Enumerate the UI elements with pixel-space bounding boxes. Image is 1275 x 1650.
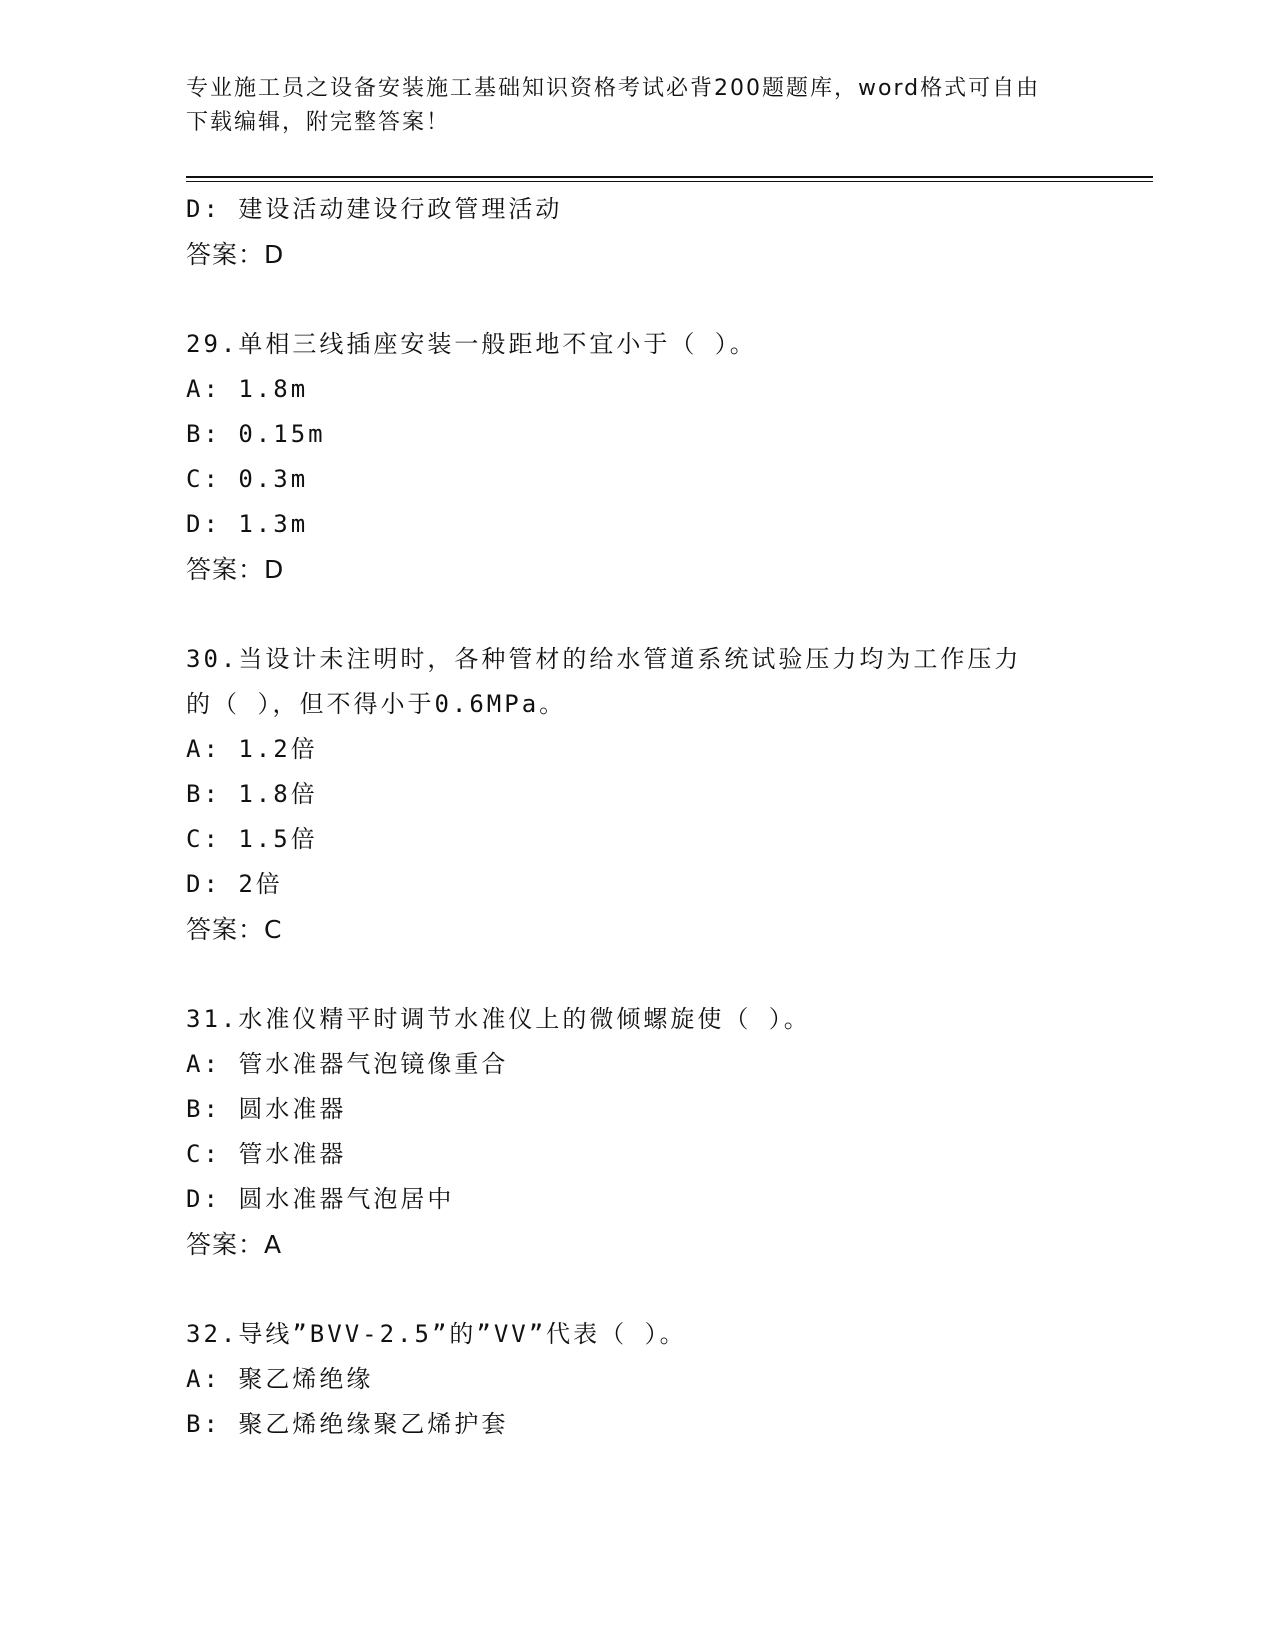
option-d: D: 建设活动建设行政管理活动 <box>186 195 563 223</box>
answer-line: 答案：A <box>186 1230 283 1259</box>
question-spacer <box>186 952 1146 997</box>
question-stem: 29.单相三线插座安装一般距地不宜小于（ ）。 <box>186 330 757 358</box>
question-31 <box>186 997 1146 1267</box>
option-a: A: 管水准器气泡镜像重合 <box>186 1050 509 1078</box>
option-b: B: 圆水准器 <box>186 1095 347 1123</box>
question-29 <box>186 322 1146 592</box>
option-b: B: 1.8倍 <box>186 780 318 808</box>
option-d: D: 圆水准器气泡居中 <box>186 1185 455 1213</box>
header-divider-thick <box>186 176 1153 178</box>
option-b: B: 0.15m <box>186 420 326 448</box>
option-a: A: 1.2倍 <box>186 735 318 763</box>
option-b: B: 聚乙烯绝缘聚乙烯护套 <box>186 1410 509 1438</box>
option-d: D: 2倍 <box>186 870 283 898</box>
option-c: C: 管水准器 <box>186 1140 347 1168</box>
question-stem-continued: 的（ ），但不得小于0.6MPa。 <box>186 690 567 718</box>
answer-line: 答案：D <box>186 555 285 584</box>
question-spacer <box>186 592 1146 637</box>
header-line-1: 专业施工员之设备安装施工基础知识资格考试必背200题题库，word格式可自由 <box>186 76 1041 101</box>
option-d: D: 1.3m <box>186 510 309 538</box>
question-stem: 32.导线”BVV-2.5”的”VV”代表（ ）。 <box>186 1320 687 1348</box>
header-line-2: 下载编辑，附完整答案！ <box>186 110 451 135</box>
header-divider-thin <box>186 181 1153 182</box>
question-32 <box>186 1312 1146 1447</box>
document-header <box>186 72 1086 140</box>
question-stem: 30.当设计未注明时，各种管材的给水管道系统试验压力均为工作压力 <box>186 645 1022 673</box>
answer-line: 答案：D <box>186 240 285 269</box>
option-a: A: 1.8m <box>186 375 309 403</box>
option-a: A: 聚乙烯绝缘 <box>186 1365 374 1393</box>
question-30 <box>186 637 1146 952</box>
question-list <box>186 187 1146 1447</box>
option-c: C: 0.3m <box>186 465 309 493</box>
answer-line: 答案：C <box>186 915 283 944</box>
question-spacer <box>186 277 1146 322</box>
question-stem: 31.水准仪精平时调节水准仪上的微倾螺旋使（ ）。 <box>186 1005 811 1033</box>
option-c: C: 1.5倍 <box>186 825 318 853</box>
question-spacer <box>186 1267 1146 1312</box>
